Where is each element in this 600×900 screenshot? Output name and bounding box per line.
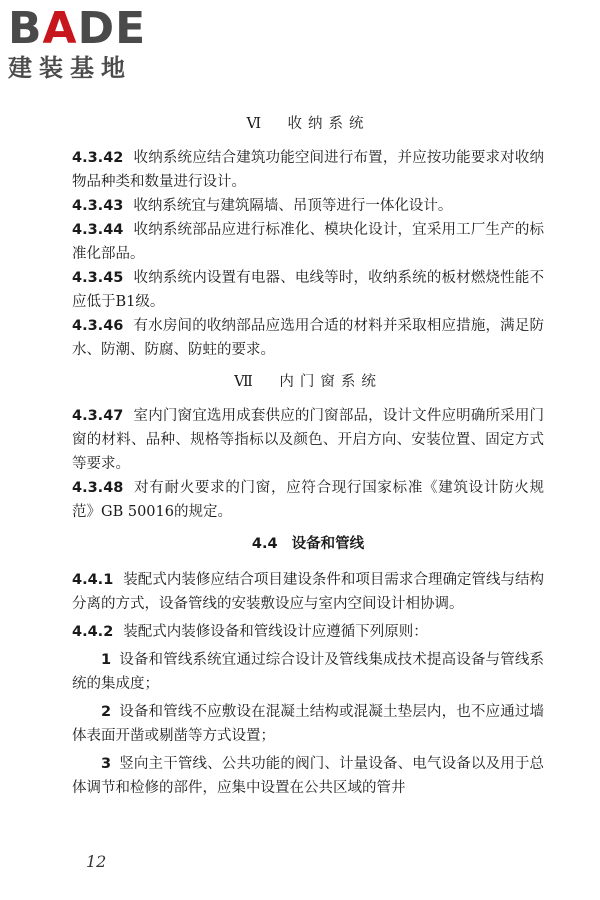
clause-number: 4.4.2 [72,624,114,640]
section-heading-vii: Ⅶ 内门窗系统 [234,374,382,390]
section-heading-4-4 [72,532,544,556]
clause-text: 收纳系统宜与建筑隔墙、吊顶等进行一体化设计。 [133,198,453,214]
logo-wordmark [8,3,178,54]
list-item [72,752,544,800]
clause [72,194,544,218]
clause [72,476,544,524]
page-number: 12 [86,852,107,871]
clause-text: 对有耐火要求的门窗，应符合现行国家标准《建筑设计防火规范》GB 50016的规定。 [72,480,544,520]
clause-number: 4.4.1 [72,572,114,588]
item-number: 2 [101,704,112,720]
item-number: 3 [101,756,112,772]
clause [72,620,544,644]
logo-chinese: 建装基地 [8,54,132,82]
clause-text: 有水房间的收纳部品应选用合适的材料并采取相应措施，满足防水、防潮、防腐、防蛀的要求。 [72,318,544,358]
clause-number: 4.3.47 [72,408,124,424]
logo-letter-b: B [8,3,43,54]
list-item [72,648,544,696]
logo-letter-a: A [42,3,78,54]
section-heading-vi: Ⅵ 收纳系统 [246,116,370,132]
section-number: 4.4 [251,536,278,552]
document-body [72,112,544,800]
clause-number: 4.3.44 [72,222,124,238]
item-text: 竖向主干管线、公共功能的阀门、计量设备、电气设备以及用于总体调节和检修的部件，应集中设置在公共区域的管井 [72,756,544,796]
list-item [72,700,544,748]
item-text: 设备和管线系统宜通过综合设计及管线集成技术提高设备与管线系统的集成度； [72,652,544,692]
logo-letters-de: DE [77,3,147,54]
clause [72,568,544,616]
item-text: 设备和管线不应敷设在混凝土结构或混凝土垫层内，也不应通过墙体表面开凿或剔凿等方式设置； [72,704,544,744]
clause-text: 收纳系统部品应进行标准化、模块化设计，宜采用工厂生产的标准化部品。 [72,222,544,262]
item-number: 1 [101,652,112,668]
clause [72,218,544,266]
clause-text: 装配式内装修设备和管线设计应遵循下列原则： [123,624,428,640]
clause-text: 收纳系统内设置有电器、电线等时，收纳系统的板材燃烧性能不应低于B1级。 [72,270,544,310]
clause [72,404,544,476]
clause-number: 4.3.42 [72,150,124,166]
clause-number: 4.3.43 [72,198,124,214]
clause-text: 装配式内装修应结合项目建设条件和项目需求合理确定管线与结构分离的方式，设备管线的安装敷设应与室内空间设计相协调。 [72,572,544,612]
clause-text: 室内门窗宜选用成套供应的门窗部品，设计文件应明确所采用门窗的材料、品种、规格等指标以及颜色、开启方向、安装位置、固定方式等要求。 [72,408,544,472]
clause-number: 4.3.46 [72,318,124,334]
clause [72,314,544,362]
clause-text: 收纳系统应结合建筑功能空间进行布置，并应按功能要求对收纳物品种类和数量进行设计。 [72,150,544,190]
clause-number: 4.3.48 [72,480,124,496]
logo [8,3,178,82]
clause [72,266,544,314]
section-title: 设备和管线 [291,536,365,552]
clause-number: 4.3.45 [72,270,124,286]
clause [72,146,544,194]
